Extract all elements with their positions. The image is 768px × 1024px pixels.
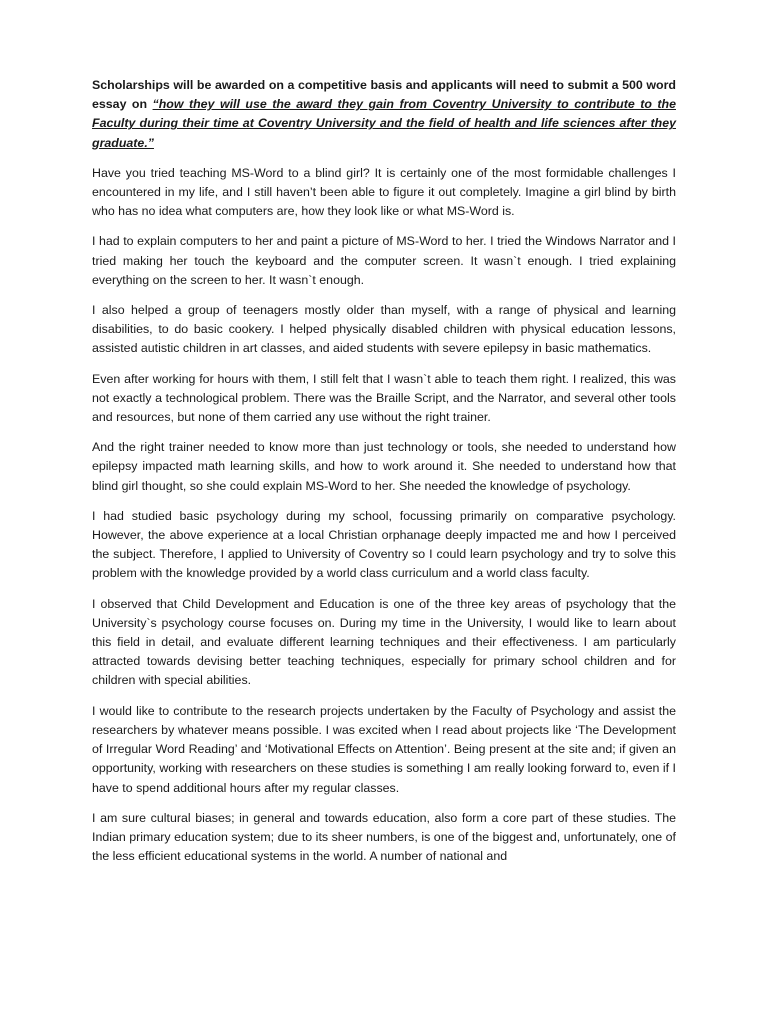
essay-topic: “how they will use the award they gain from Coventry University to contribute to the Faculty during their time at Coventry University and the field of health and life sciences after they graduate.” [92, 97, 676, 150]
intro-lead: Scholarships will be awarded on a competitive basis and applicants will need to submit a 500 word essay on [92, 78, 676, 112]
paragraph-1: Have you tried teaching MS-Word to a blind girl? It is certainly one of the most formidable challenges I encountered in my life, and I still haven’t been able to figure it out completely. Imagine a girl blind by birth who has no idea what computers are, how they look like or what MS-Word is. [92, 165, 676, 219]
paragraph-4: Even after working for hours with them, I still felt that I wasn`t able to teach them right. I realized, this was not exactly a technological problem. There was the Braille Script, and the Narrator, and several other tools and resources, but none of them carried any use without the right trainer. [92, 371, 676, 425]
paragraph-9: I am sure cultural biases; in general and towards education, also form a core part of these studies. The Indian primary education system; due to its sheer numbers, is one of the biggest and, unfortunately, one of the less efficient educational systems in the world. A number of national and [92, 810, 676, 864]
paragraph-3: I also helped a group of teenagers mostly older than myself, with a range of physical and learning disabilities, to do basic cookery. I helped physically disabled children with physical education lessons, assisted autistic children in art classes, and aided students with severe epilepsy in basic mathematics. [92, 303, 676, 356]
paragraph-7: I observed that Child Development and Education is one of the three key areas of psychology that the University`s psychology course focuses on. During my time in the University, I would like to learn about this field in detail, and evaluate different learning techniques and their effectiveness. I am particularly attracted towards devising better teaching techniques, especially for primary school children and for children with special abilities. [92, 596, 676, 688]
intro-paragraph [92, 76, 676, 153]
paragraph-5: And the right trainer needed to know more than just technology or tools, she needed to understand how epilepsy impacted math learning skills, and how to work around it. She needed to understand how that blind girl thought, so she could explain MS-Word to her. She needed the knowledge of psychology. [92, 440, 676, 493]
paragraph-8: I would like to contribute to the research projects undertaken by the Faculty of Psychology and assist the researchers by whatever means possible. I was excited when I read about projects like ‘The Development of Irregular Word Reading’ and ‘Motivational Effects on Attention’. Being present at the site and; if given an opportunity, working with researchers on these studies is something I am really looking forward to, even if I have to spend additional hours after my regular classes. [92, 703, 676, 795]
essay-page [92, 76, 676, 877]
paragraph-6: I had studied basic psychology during my school, focussing primarily on comparative psychology. However, the above experience at a local Christian orphanage deeply impacted me and how I perceived the subject. Therefore, I applied to University of Coventry so I could learn psychology and try to solve this problem with the knowledge provided by a world class curriculum and a world class faculty. [92, 508, 676, 581]
paragraph-2: I had to explain computers to her and paint a picture of MS-Word to her. I tried the Windows Narrator and I tried making her touch the keyboard and the computer screen. It wasn`t enough. I tried explaining everything on the screen to her. It wasn`t enough. [92, 234, 676, 287]
